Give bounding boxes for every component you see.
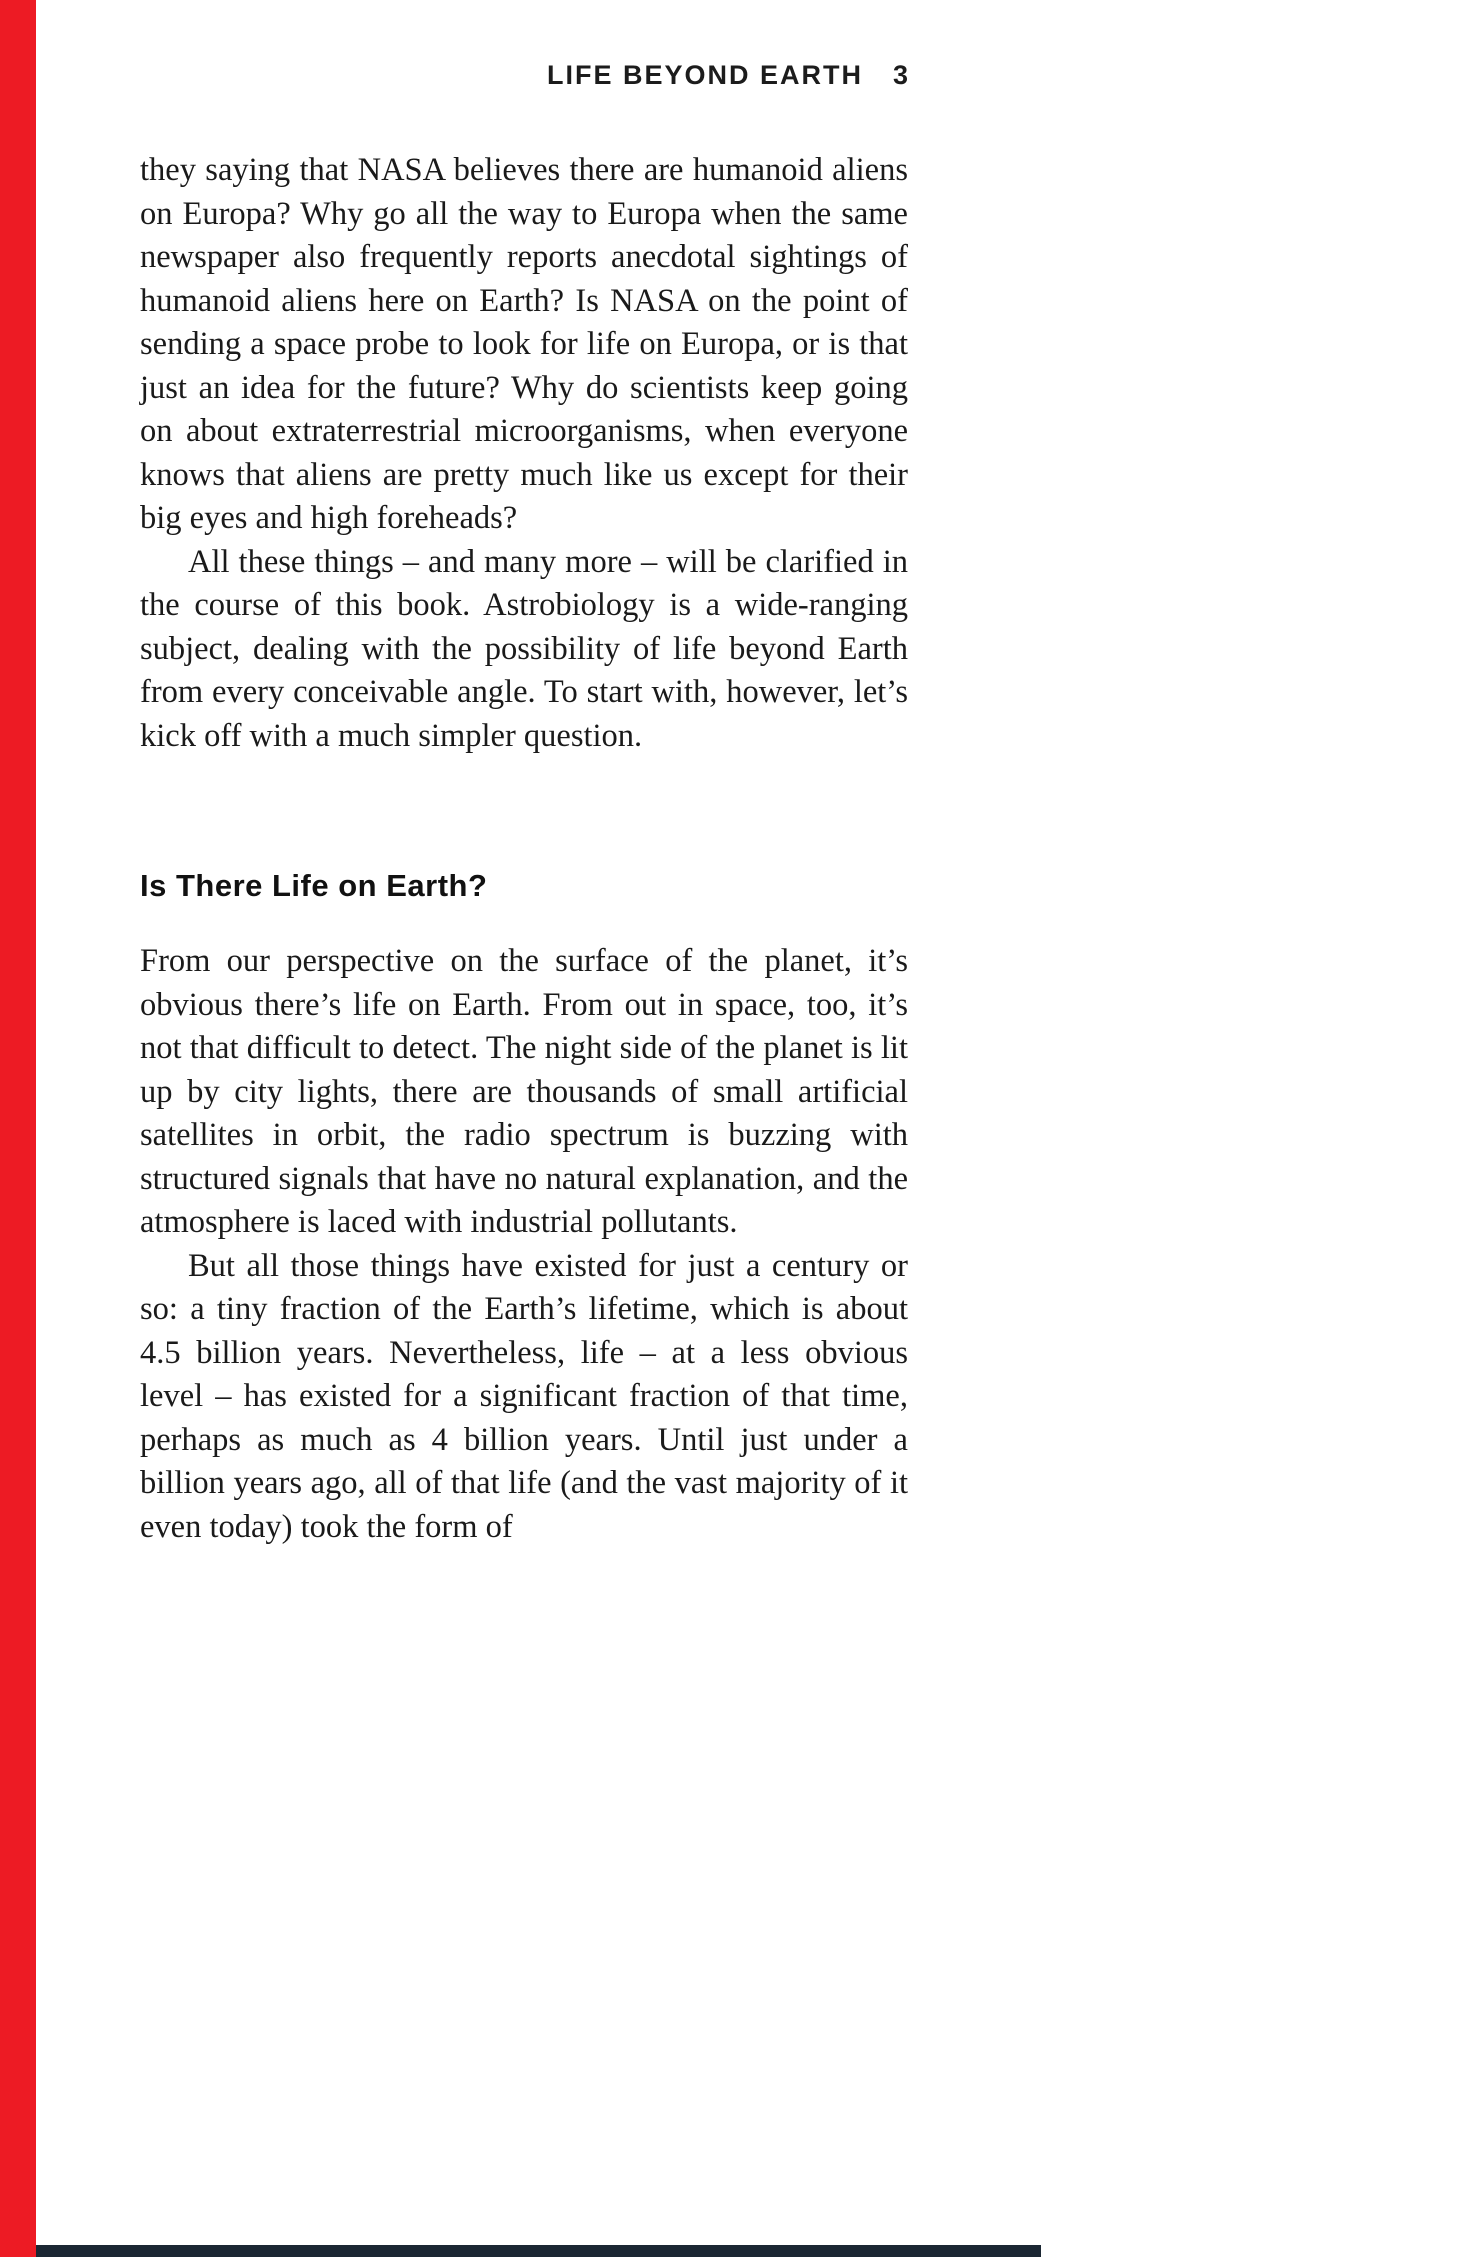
page-number: 3 xyxy=(892,60,908,90)
running-header xyxy=(140,60,908,91)
page-content xyxy=(140,60,908,1549)
page-bottom-edge xyxy=(36,2245,1041,2257)
page-edge-stripe xyxy=(0,0,36,2257)
paragraph: All these things – and many more – will be clarified in the course of this book. Astrobiology is a wide-ranging subject, dealing with the possibility of life beyond Earth from every conceivable angle. To start with, however, let’s kick off with a much simpler question. xyxy=(140,543,908,754)
paragraph: But all those things have existed for just a century or so: a tiny fraction of the Earth’s lifetime, which is about 4.5 billion years. Nevertheless, life – at a less obvious level – has existed for a significant fraction of that time, perhaps as much as 4 billion years. Until just under a billion years ago, all of that life (and the vast majority of it even today) took the form of xyxy=(140,1247,908,1545)
running-header-title: LIFE BEYOND EARTH xyxy=(546,60,863,90)
paragraph-continuation: they saying that NASA believes there are humanoid aliens on Europa? Why go all the way to Europa when the same newspaper also frequently reports anecdotal sightings of humanoid aliens here on Earth? Is NASA on the point of sending a space probe to look for life on Europa, or is that just an idea for the future? Why do scientists keep going on about extraterrestrial microorganisms, when everyone knows that aliens are pretty much like us except for their big eyes and high foreheads? xyxy=(140,152,908,536)
paragraph: From our perspective on the surface of the planet, it’s obvious there’s life on Earth. From out in space, too, it’s not that difficult to detect. The night side of the planet is lit up by city lights, there are thousands of small artificial satellites in orbit, the radio spectrum is buzzing with structured signals that have no natural explanation, and the atmosphere is laced with industrial pollutants. xyxy=(140,943,908,1240)
section-heading: Is There Life on Earth? xyxy=(140,868,488,903)
section-gap xyxy=(140,758,908,868)
